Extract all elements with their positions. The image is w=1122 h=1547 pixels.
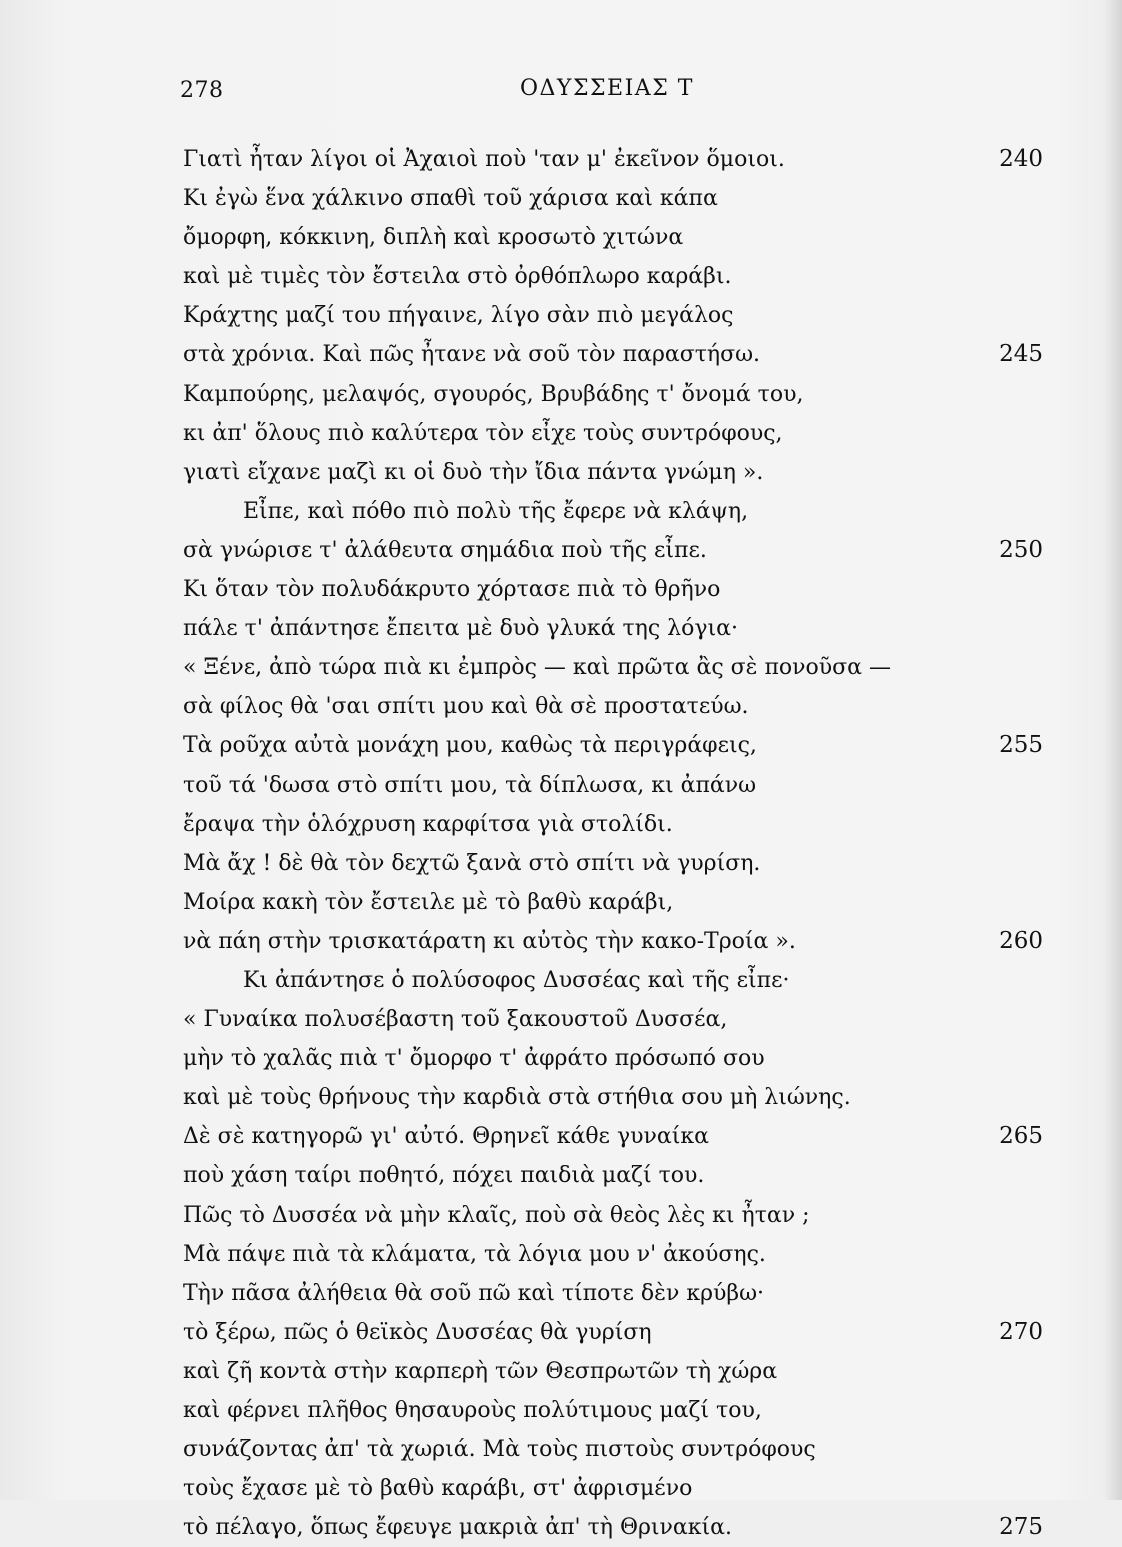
verse-line <box>183 1078 1043 1117</box>
verse-line <box>183 492 1043 531</box>
verse-text: πάλε τ' ἀπάντησε ἔπειτα μὲ δυὸ γλυκά της λόγια· <box>183 616 738 642</box>
verse-line <box>183 531 1043 570</box>
verse-text: τοῦ τά 'δωσα στὸ σπίτι μου, τὰ δίπλωσα, κι ἀπάνω <box>183 772 757 798</box>
verse-line <box>183 609 1043 648</box>
verse-text: Κι ὅταν τὸν πολυδάκρυτο χόρτασε πιὰ τὸ θρῆνο <box>183 577 721 603</box>
line-number: 275 <box>999 1514 1043 1541</box>
verse-text: Καμπούρης, μελαψός, σγουρός, Βρυβάδης τ' ὄνομά του, <box>183 381 804 407</box>
verse-line <box>183 1000 1043 1039</box>
verse-text: τοὺς ἔχασε μὲ τὸ βαθὺ καράβι, στ' ἀφρισμένο <box>183 1476 693 1502</box>
verse-line <box>183 140 1043 179</box>
verse-line <box>183 414 1043 453</box>
verse-line <box>183 1391 1043 1430</box>
verse-text: συνάζοντας ἀπ' τὰ χωριά. Μὰ τοὺς πιστοὺς συντρόφους <box>183 1437 816 1463</box>
verse-text: ποὺ χάση ταίρι ποθητό, πόχει παιδιὰ μαζί του. <box>183 1163 705 1189</box>
verse-block <box>183 140 1043 1547</box>
verse-text: καὶ μὲ τοὺς θρήνους τὴν καρδιὰ στὰ στήθια σου μὴ λιώνης. <box>183 1085 851 1111</box>
verse-line <box>183 648 1043 687</box>
verse-text: Εἶπε, καὶ πόθο πιὸ πολὺ τῆς ἔφερε νὰ κλάψη, <box>243 498 749 524</box>
verse-line <box>183 1156 1043 1195</box>
verse-line <box>183 335 1043 374</box>
verse-text: καὶ μὲ τιμὲς τὸν ἔστειλα στὸ ὀρθόπλωρο καράβι. <box>183 264 732 290</box>
verse-text: Γιατὶ ἦταν λίγοι οἱ Ἀχαιοὶ ποὺ 'ταν μ' ἐκεῖνον ὅμοιοι. <box>183 147 785 172</box>
verse-text: σὰ φίλος θὰ 'σαι σπίτι μου καὶ θὰ σὲ προστατεύω. <box>183 694 749 720</box>
verse-text: στὰ χρόνια. Καὶ πῶς ἦτανε νὰ σοῦ τὸν παραστήσω. <box>183 342 761 368</box>
running-title: ΟΔΥΣΣΕΙΑΣ Τ <box>520 76 694 101</box>
verse-line <box>183 570 1043 609</box>
verse-line <box>183 844 1043 883</box>
line-number: 260 <box>999 927 1043 954</box>
verse-line <box>183 453 1043 492</box>
verse-text: Κι ἀπάντησε ὁ πολύσοφος Δυσσέας καὶ τῆς εἶπε· <box>243 967 790 993</box>
verse-line <box>183 179 1043 218</box>
verse-text: Τὴν πᾶσα ἀλήθεια θὰ σοῦ πῶ καὶ τίποτε δὲν κρύβω· <box>183 1280 765 1306</box>
verse-text: Μοίρα κακὴ τὸν ἔστειλε μὲ τὸ βαθὺ καράβι, <box>183 889 674 915</box>
verse-line <box>183 1469 1043 1508</box>
verse-text: τὸ πέλαγο, ὅπως ἔφευγε μακριὰ ἀπ' τὴ Θρινακία. <box>183 1515 732 1541</box>
page-number: 278 <box>180 78 224 103</box>
verse-text: τὸ ξέρω, πῶς ὁ θεϊκὸς Δυσσέας θὰ γυρίση <box>183 1319 652 1345</box>
line-number: 265 <box>999 1123 1043 1150</box>
verse-text: Δὲ σὲ κατηγορῶ γι' αὐτό. Θρηνεῖ κάθε γυναίκα <box>183 1124 709 1150</box>
verse-line <box>183 1196 1043 1235</box>
verse-text: ἔραψα τὴν ὁλόχρυση καρφίτσα γιὰ στολίδι. <box>183 811 673 837</box>
verse-text: Μὰ πάψε πιὰ τὰ κλάματα, τὰ λόγια μου ν' ἀκούσης. <box>183 1241 766 1267</box>
verse-line <box>183 726 1043 765</box>
verse-line <box>183 1508 1043 1547</box>
verse-text: Μὰ ἄχ ! δὲ θὰ τὸν δεχτῶ ξανὰ στὸ σπίτι νὰ γυρίση. <box>183 850 761 876</box>
verse-line <box>183 883 1043 922</box>
verse-text: κι ἀπ' ὅλους πιὸ καλύτερα τὸν εἶχε τοὺς συντρόφους, <box>183 420 783 446</box>
verse-text: νὰ πάη στὴν τρισκατάρατη κι αὐτὸς τὴν κακο-Τροία ». <box>183 928 796 954</box>
verse-text: Κι ἐγὼ ἕνα χάλκινο σπαθὶ τοῦ χάρισα καὶ κάπα <box>183 186 718 212</box>
verse-line <box>183 1313 1043 1352</box>
verse-line <box>183 687 1043 726</box>
line-number: 245 <box>999 341 1043 368</box>
verse-text: καὶ φέρνει πλῆθος θησαυροὺς πολύτιμους μαζί του, <box>183 1398 762 1423</box>
verse-text: καὶ ζῆ κοντὰ στὴν καρπερὴ τῶν Θεσπρωτῶν τὴ χώρα <box>183 1358 778 1384</box>
verse-text: Κράχτης μαζί του πήγαινε, λίγο σὰν πιὸ μεγάλος <box>183 303 734 329</box>
verse-line <box>183 766 1043 805</box>
verse-line <box>183 1235 1043 1274</box>
verse-text: « Ξένε, ἀπὸ τώρα πιὰ κι ἐμπρὸς — καὶ πρῶτα ἂς σὲ πονοῦσα — <box>183 655 892 681</box>
verse-text: « Γυναίκα πολυσέβαστη τοῦ ξακουστοῦ Δυσσέα, <box>183 1007 728 1033</box>
verse-line <box>183 375 1043 414</box>
verse-line <box>183 257 1043 296</box>
verse-line <box>183 961 1043 1000</box>
page-edge-shadow <box>1104 0 1122 1500</box>
line-number: 240 <box>999 146 1043 172</box>
verse-text: ὄμορφη, κόκκινη, διπλὴ καὶ κροσωτὸ χιτώνα <box>183 225 684 251</box>
verse-text: γιατὶ εἴχανε μαζὶ κι οἱ δυὸ τὴν ἴδια πάντα γνώμη ». <box>183 459 764 485</box>
verse-line <box>183 1352 1043 1391</box>
verse-line <box>183 296 1043 335</box>
verse-line <box>183 1274 1043 1313</box>
verse-text: Πῶς τὸ Δυσσέα νὰ μὴν κλαῖς, ποὺ σὰ θεὸς λὲς κι ἦταν ; <box>183 1202 810 1228</box>
verse-line <box>183 1117 1043 1156</box>
verse-text: Τὰ ροῦχα αὐτὰ μονάχη μου, καθὼς τὰ περιγράφεις, <box>183 733 757 759</box>
line-number: 255 <box>999 732 1043 759</box>
verse-text: μὴν τὸ χαλᾶς πιὰ τ' ὄμορφο τ' ἀφράτο πρόσωπό σου <box>183 1046 765 1072</box>
verse-line <box>183 1039 1043 1078</box>
line-number: 250 <box>999 536 1043 563</box>
verse-line <box>183 1430 1043 1469</box>
line-number: 270 <box>999 1318 1043 1345</box>
verse-line <box>183 922 1043 961</box>
verse-line <box>183 218 1043 257</box>
verse-line <box>183 805 1043 844</box>
verse-text: σὰ γνώρισε τ' ἀλάθευτα σημάδια ποὺ τῆς εἶπε. <box>183 537 707 563</box>
